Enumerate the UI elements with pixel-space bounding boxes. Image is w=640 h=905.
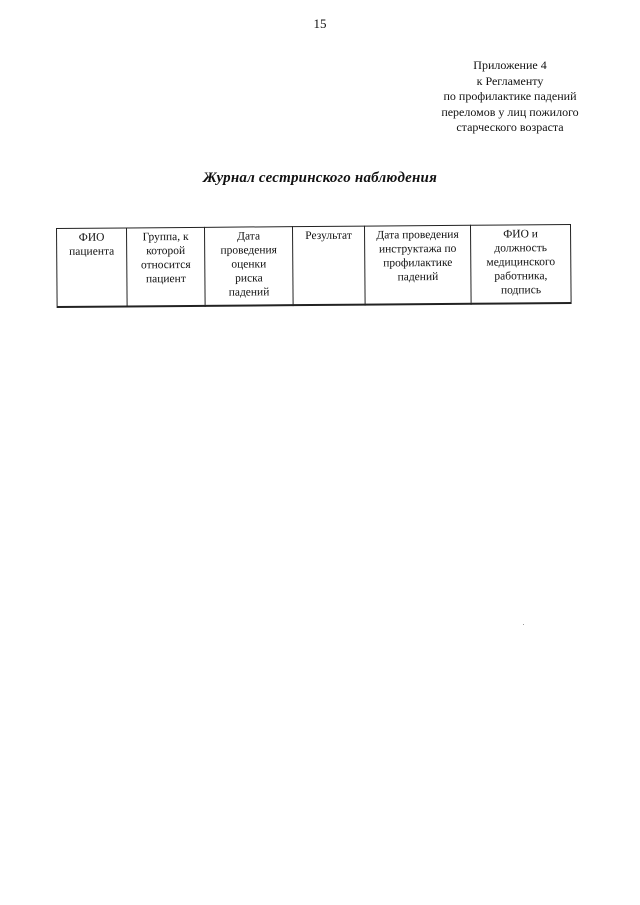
appendix-line: Приложение 4	[473, 58, 547, 72]
document-title: Журнал сестринского наблюдения	[202, 170, 438, 186]
header-line: профилактике	[383, 256, 453, 270]
header-line: относится	[140, 258, 191, 272]
header-line: которой	[146, 244, 186, 258]
header-line: Дата	[237, 230, 261, 243]
header-line: медицинского	[486, 256, 556, 269]
appendix-line: по профилактике падений	[443, 89, 577, 103]
header-line: инструктажа по	[378, 242, 457, 256]
column-header-patient-group	[127, 227, 206, 306]
header-line: Группа, к	[142, 230, 189, 244]
column-header-result	[292, 226, 365, 305]
header-line: проведения	[220, 244, 277, 257]
header-line: ФИО и	[503, 228, 538, 241]
header-line: оценки	[231, 258, 267, 271]
header-line: пациента	[69, 245, 115, 258]
scan-speck	[523, 624, 524, 625]
appendix-line: переломов у лиц пожилого	[441, 104, 579, 119]
header-line: риска	[235, 272, 263, 285]
header-line: должность	[494, 242, 548, 255]
header-line: подпись	[500, 284, 542, 297]
appendix-line: старческого возраста	[456, 120, 564, 134]
appendix-line: к Регламенту	[476, 73, 544, 88]
header-line: падений	[397, 270, 439, 284]
header-line: пациент	[145, 272, 186, 286]
column-header-briefing-date	[364, 225, 471, 304]
column-header-patient-name	[57, 228, 128, 307]
table-header-row	[57, 224, 572, 307]
journal-table	[56, 224, 572, 308]
header-line: Результат	[305, 229, 352, 243]
header-line: работника,	[494, 270, 548, 283]
appendix-note	[420, 58, 600, 136]
page-number: 15	[313, 16, 327, 31]
column-header-staff-name-signature	[470, 224, 571, 303]
header-line: ФИО	[78, 231, 105, 244]
header-line: падений	[228, 286, 270, 299]
column-header-fall-risk-assessment-date	[204, 227, 293, 306]
header-line: Дата проведения	[376, 228, 459, 242]
